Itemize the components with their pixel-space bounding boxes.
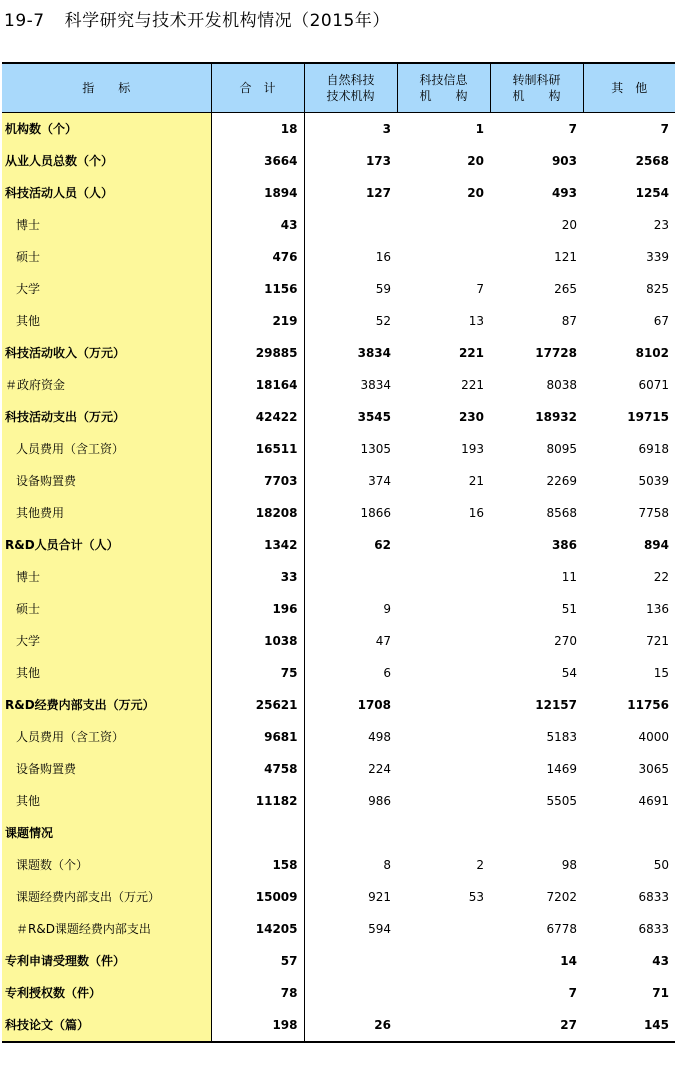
row-label: 从业人员总数（个） xyxy=(2,145,211,177)
table-row xyxy=(2,593,675,625)
cell-other: 136 xyxy=(646,602,669,616)
cell-natural-science: 127 xyxy=(365,186,391,200)
column-header-other: 其 他 xyxy=(583,63,675,113)
cell-total: 18208 xyxy=(211,497,304,529)
row-label: 专利申请受理数（件） xyxy=(2,945,211,977)
cell-total: 78 xyxy=(211,977,304,1009)
table-row xyxy=(2,945,675,977)
row-label: 专利授权数（件） xyxy=(2,977,211,1009)
row-label: R&D人员合计（人） xyxy=(2,529,211,561)
table-header xyxy=(2,63,675,113)
cell-converted-research: 386 xyxy=(551,538,577,552)
column-header-sci-tech-info: 科技信息 机 构 xyxy=(397,63,490,113)
cell-natural-science xyxy=(304,977,397,1009)
cell-other: 43 xyxy=(652,954,669,968)
table-row xyxy=(2,241,675,273)
cell-sci-tech-info: 20 xyxy=(467,186,484,200)
cell-natural-science: 3545 xyxy=(357,410,391,424)
cell-total: 7703 xyxy=(211,465,304,497)
column-header-indicator: 指 标 xyxy=(2,63,211,113)
cell-total: 219 xyxy=(211,305,304,337)
cell-natural-science: 26 xyxy=(304,1009,397,1042)
cell-sci-tech-info xyxy=(397,721,490,753)
cell-converted-research: 121 xyxy=(554,250,577,264)
cell-natural-science xyxy=(304,561,397,593)
table-row xyxy=(2,625,675,657)
cell-other: 6071 xyxy=(638,378,669,392)
cell-other: 67 xyxy=(653,314,669,328)
cell-natural-science: 59 xyxy=(375,282,391,296)
row-label: 博士 xyxy=(2,209,211,241)
cell-converted-research: 5183 xyxy=(546,730,577,744)
table-row xyxy=(2,1009,675,1042)
cell-total: 158 xyxy=(211,849,304,881)
cell-total: 1038 xyxy=(211,625,304,657)
table-row xyxy=(2,689,675,721)
row-label: 科技活动人员（人） xyxy=(2,177,211,209)
cell-converted-research: 1469 xyxy=(546,762,577,776)
row-label: 博士 xyxy=(2,561,211,593)
table-title: 科学研究与技术开发机构情况（2015年） xyxy=(64,11,390,31)
cell-sci-tech-info: 230 xyxy=(458,410,484,424)
row-label: 机构数（个） xyxy=(2,113,211,146)
cell-converted-research: 6778 xyxy=(546,922,577,936)
cell-other: 4691 xyxy=(638,794,669,808)
cell-natural-science: 62 xyxy=(374,538,391,552)
cell-total: 33 xyxy=(211,561,304,593)
header-row xyxy=(2,63,675,113)
cell-sci-tech-info: 7 xyxy=(476,282,484,296)
cell-natural-science xyxy=(304,945,397,977)
cell-converted-research: 265 xyxy=(554,282,577,296)
cell-natural-science: 52 xyxy=(375,314,391,328)
cell-other: 6833 xyxy=(638,922,669,936)
cell-sci-tech-info xyxy=(397,529,490,561)
cell-sci-tech-info xyxy=(397,785,490,817)
cell-other xyxy=(583,817,675,849)
cell-natural-science: 6 xyxy=(383,666,391,680)
cell-converted-research: 14 xyxy=(560,954,577,968)
cell-natural-science: 3834 xyxy=(360,378,391,392)
cell-total xyxy=(211,817,304,849)
cell-sci-tech-info: 16 xyxy=(468,506,484,520)
cell-natural-science: 374 xyxy=(368,474,391,488)
cell-sci-tech-info: 20 xyxy=(467,154,484,168)
cell-converted-research: 7 xyxy=(568,122,577,136)
row-label: 科技活动收入（万元） xyxy=(2,337,211,369)
cell-other: 721 xyxy=(646,634,669,648)
cell-other: 6833 xyxy=(638,890,669,904)
cell-sci-tech-info xyxy=(397,241,490,273)
cell-sci-tech-info: 2 xyxy=(476,858,484,872)
cell-other: 6918 xyxy=(638,442,669,456)
cell-total: 16511 xyxy=(211,433,304,465)
cell-other: 11756 xyxy=(627,698,669,712)
table-row xyxy=(2,497,675,529)
cell-sci-tech-info xyxy=(397,1009,490,1042)
column-header-total: 合 计 xyxy=(211,63,304,113)
cell-natural-science: 47 xyxy=(375,634,391,648)
row-label: 课题经费内部支出（万元） xyxy=(2,881,211,913)
row-label: ＃政府资金 xyxy=(2,369,211,401)
table-row xyxy=(2,465,675,497)
row-label: 人员费用（含工资） xyxy=(2,433,211,465)
cell-converted-research: 20 xyxy=(561,218,577,232)
table-row xyxy=(2,849,675,881)
table-row xyxy=(2,401,675,433)
cell-natural-science: 1305 xyxy=(360,442,391,456)
row-label: 硕士 xyxy=(2,593,211,625)
cell-total: 3664 xyxy=(211,145,304,177)
row-label: 其他 xyxy=(2,785,211,817)
cell-converted-research: 98 xyxy=(561,858,577,872)
row-label: 其他 xyxy=(2,657,211,689)
cell-converted-research: 270 xyxy=(554,634,577,648)
cell-sci-tech-info: 193 xyxy=(461,442,484,456)
page-title xyxy=(4,6,390,31)
cell-natural-science: 921 xyxy=(368,890,391,904)
cell-total: 42422 xyxy=(211,401,304,433)
column-header-natural-science: 自然科技 技术机构 xyxy=(304,63,397,113)
cell-total: 18164 xyxy=(211,369,304,401)
row-label: R&D经费内部支出（万元） xyxy=(2,689,211,721)
cell-natural-science: 9 xyxy=(383,602,391,616)
cell-natural-science: 1866 xyxy=(360,506,391,520)
cell-other: 3065 xyxy=(638,762,669,776)
cell-total: 25621 xyxy=(211,689,304,721)
table-row xyxy=(2,145,675,177)
row-label: 科技论文（篇） xyxy=(2,1009,211,1042)
row-label: 设备购置费 xyxy=(2,753,211,785)
row-label: 课题情况 xyxy=(2,817,211,849)
row-label: ＃R&D课题经费内部支出 xyxy=(2,913,211,945)
cell-sci-tech-info: 221 xyxy=(458,346,484,360)
cell-natural-science: 173 xyxy=(365,154,391,168)
table-row xyxy=(2,977,675,1009)
table-row xyxy=(2,817,675,849)
cell-natural-science xyxy=(304,817,397,849)
table-row xyxy=(2,881,675,913)
cell-converted-research: 12157 xyxy=(535,698,577,712)
table-row xyxy=(2,273,675,305)
cell-total: 15009 xyxy=(211,881,304,913)
cell-natural-science: 224 xyxy=(368,762,391,776)
cell-natural-science: 986 xyxy=(368,794,391,808)
cell-natural-science: 16 xyxy=(375,250,391,264)
cell-sci-tech-info: 221 xyxy=(461,378,484,392)
cell-converted-research: 54 xyxy=(561,666,577,680)
row-label: 大学 xyxy=(2,625,211,657)
cell-other: 7758 xyxy=(638,506,669,520)
cell-converted-research: 7202 xyxy=(546,890,577,904)
cell-total: 18 xyxy=(211,113,304,146)
cell-other: 894 xyxy=(643,538,669,552)
cell-other: 5039 xyxy=(638,474,669,488)
cell-other: 145 xyxy=(583,1009,675,1042)
cell-sci-tech-info xyxy=(397,689,490,721)
cell-total: 75 xyxy=(211,657,304,689)
cell-sci-tech-info xyxy=(397,625,490,657)
cell-other: 8102 xyxy=(635,346,669,360)
table-row xyxy=(2,785,675,817)
cell-converted-research: 8038 xyxy=(546,378,577,392)
row-label: 科技活动支出（万元） xyxy=(2,401,211,433)
cell-converted-research: 903 xyxy=(551,154,577,168)
table-row xyxy=(2,529,675,561)
cell-other: 339 xyxy=(646,250,669,264)
cell-sci-tech-info: 1 xyxy=(475,122,484,136)
row-label: 硕士 xyxy=(2,241,211,273)
cell-sci-tech-info xyxy=(397,561,490,593)
cell-sci-tech-info xyxy=(397,977,490,1009)
cell-sci-tech-info: 53 xyxy=(468,890,484,904)
cell-sci-tech-info xyxy=(397,753,490,785)
cell-total: 43 xyxy=(211,209,304,241)
row-label: 其他 xyxy=(2,305,211,337)
cell-total: 198 xyxy=(211,1009,304,1042)
cell-natural-science: 3 xyxy=(382,122,391,136)
cell-other: 71 xyxy=(652,986,669,1000)
row-label: 课题数（个） xyxy=(2,849,211,881)
cell-total: 1342 xyxy=(211,529,304,561)
cell-converted-research: 7 xyxy=(568,986,577,1000)
cell-converted-research: 8095 xyxy=(546,442,577,456)
cell-converted-research: 51 xyxy=(561,602,577,616)
cell-converted-research: 18932 xyxy=(535,410,577,424)
table-row xyxy=(2,113,675,146)
table-body xyxy=(2,113,675,1043)
cell-sci-tech-info: 13 xyxy=(468,314,484,328)
cell-natural-science: 594 xyxy=(368,922,391,936)
cell-total: 29885 xyxy=(211,337,304,369)
statistics-table xyxy=(2,62,675,1043)
table-row xyxy=(2,913,675,945)
cell-converted-research xyxy=(490,817,583,849)
cell-natural-science: 498 xyxy=(368,730,391,744)
row-label: 设备购置费 xyxy=(2,465,211,497)
cell-converted-research: 87 xyxy=(561,314,577,328)
cell-total: 476 xyxy=(211,241,304,273)
column-header-converted-research: 转制科研 机 构 xyxy=(490,63,583,113)
cell-other: 23 xyxy=(653,218,669,232)
cell-sci-tech-info xyxy=(397,817,490,849)
cell-total: 1156 xyxy=(211,273,304,305)
row-label: 人员费用（含工资） xyxy=(2,721,211,753)
row-label: 其他费用 xyxy=(2,497,211,529)
cell-total: 1894 xyxy=(211,177,304,209)
cell-other: 50 xyxy=(653,858,669,872)
table-row xyxy=(2,657,675,689)
table-row xyxy=(2,369,675,401)
cell-converted-research: 8568 xyxy=(546,506,577,520)
table-number: 19-7 xyxy=(4,11,45,31)
cell-sci-tech-info xyxy=(397,945,490,977)
cell-natural-science: 1708 xyxy=(357,698,391,712)
cell-total: 14205 xyxy=(211,913,304,945)
cell-other: 1254 xyxy=(635,186,669,200)
cell-other: 15 xyxy=(653,666,669,680)
cell-other: 22 xyxy=(653,570,669,584)
cell-total: 196 xyxy=(211,593,304,625)
table-row xyxy=(2,305,675,337)
cell-other: 7 xyxy=(660,122,669,136)
table-row xyxy=(2,209,675,241)
cell-converted-research: 5505 xyxy=(546,794,577,808)
cell-total: 57 xyxy=(211,945,304,977)
cell-sci-tech-info xyxy=(397,209,490,241)
cell-converted-research: 27 xyxy=(490,1009,583,1042)
cell-sci-tech-info xyxy=(397,913,490,945)
cell-converted-research: 11 xyxy=(561,570,577,584)
cell-total: 9681 xyxy=(211,721,304,753)
table-row xyxy=(2,433,675,465)
cell-natural-science: 3834 xyxy=(357,346,391,360)
cell-converted-research: 2269 xyxy=(546,474,577,488)
table-row xyxy=(2,753,675,785)
cell-natural-science: 8 xyxy=(383,858,391,872)
cell-natural-science xyxy=(304,209,397,241)
table-row xyxy=(2,177,675,209)
cell-sci-tech-info xyxy=(397,657,490,689)
cell-other: 4000 xyxy=(638,730,669,744)
cell-other: 19715 xyxy=(627,410,669,424)
cell-other: 2568 xyxy=(635,154,669,168)
cell-converted-research: 17728 xyxy=(535,346,577,360)
table-row xyxy=(2,337,675,369)
row-label: 大学 xyxy=(2,273,211,305)
cell-sci-tech-info: 21 xyxy=(468,474,484,488)
cell-total: 11182 xyxy=(211,785,304,817)
cell-sci-tech-info xyxy=(397,593,490,625)
cell-other: 825 xyxy=(646,282,669,296)
table-row xyxy=(2,721,675,753)
cell-total: 4758 xyxy=(211,753,304,785)
cell-converted-research: 493 xyxy=(551,186,577,200)
table-row xyxy=(2,561,675,593)
